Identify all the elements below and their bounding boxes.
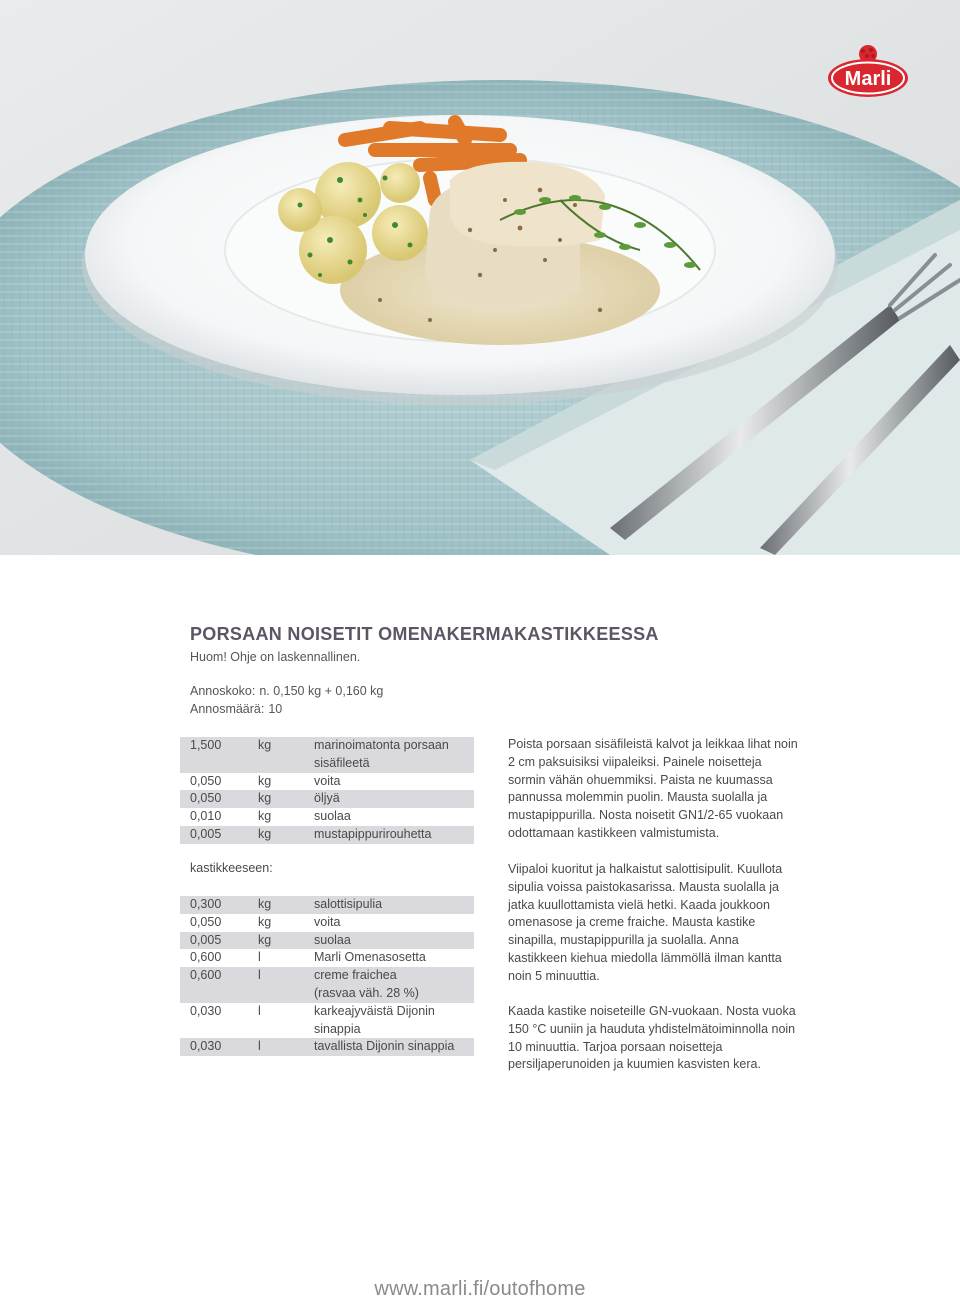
plated-dish-illustration [0, 0, 960, 555]
ingredient-unit: kg [258, 914, 272, 929]
ingredient-qty: 1,500 [190, 738, 222, 752]
instruction-step-1: Poista porsaan sisäfileistä kalvot ja leikkaa lihat noin 2 cm paksuisiksi viipaleiksi. Painele noisetteja sormin vähän ohuemmiksi. Paista ne kuumassa pannussa molemmin puolin. Mausta suolalla ja mustapippurilla. Nosta noisetit GN1/2-65 vuokaan odottamaan kastikkeen valmistumista. [508, 737, 798, 840]
ingredient-name: suolaa [314, 932, 351, 947]
recipe-note: Huom! Ohje on laskennallinen. [190, 650, 361, 664]
servings-value: 10 [268, 702, 283, 716]
table-row [180, 826, 474, 844]
table-row [180, 737, 474, 773]
ingredient-qty: 0,050 [190, 791, 222, 806]
ingredient-name-cont: sisäfileetä [314, 755, 370, 770]
ingredient-unit: kg [258, 773, 272, 788]
table-row [180, 790, 474, 808]
table-row [180, 896, 474, 914]
ingredient-qty: 0,050 [190, 914, 222, 929]
table-row [180, 932, 474, 950]
ingredient-name-cont: (rasvaa väh. 28 %) [314, 985, 419, 1000]
table-row [180, 914, 474, 932]
ingredient-unit: l [258, 950, 261, 965]
table-row [180, 967, 474, 1003]
ingredient-name: mustapippurirouhetta [314, 826, 432, 841]
footer-url[interactable]: www.marli.fi/outofhome [374, 1278, 586, 1300]
ingredient-qty: 0,030 [190, 1039, 222, 1054]
ingredient-unit: kg [258, 791, 272, 806]
ingredient-unit: l [258, 1003, 261, 1018]
ingredient-qty: 0,600 [190, 950, 222, 965]
ingredient-name: karkeajyväistä Dijonin [314, 1003, 435, 1018]
servings-label: Annosmäärä: [190, 702, 265, 716]
ingredient-name: marinoimatonta porsaan [314, 738, 449, 752]
ingredient-name: Marli Omenasosetta [314, 950, 426, 965]
ingredient-name: voita [314, 914, 341, 929]
ingredient-name-wrap [314, 967, 474, 1003]
ingredient-unit: l [258, 1039, 261, 1054]
marli-logo [826, 42, 910, 100]
table-row [180, 1003, 474, 1039]
logo-text: Marli [844, 68, 892, 90]
ingredient-unit: kg [258, 932, 272, 947]
ingredient-unit: kg [258, 738, 272, 752]
ingredient-name: öljyä [314, 791, 340, 806]
sauce-section-label: kastikkeeseen: [190, 861, 273, 875]
ingredient-qty: 0,005 [190, 932, 222, 947]
ingredient-unit: kg [258, 897, 272, 911]
ingredient-qty: 0,300 [190, 897, 222, 911]
ingredient-qty: 0,050 [190, 773, 222, 788]
ingredients-sauce-table [180, 896, 474, 1056]
ingredients-main-table [180, 737, 474, 844]
ingredient-name: suolaa [314, 809, 351, 824]
recipe-photo [0, 0, 960, 555]
table-row [180, 773, 474, 791]
instruction-step-3: Kaada kastike noiseteille GN-vuokaan. Nosta vuoka 150 °C uuniin ja hauduta yhdistelmätoiminnolla noin 10 minuuttia. Tarjoa porsaan noisetteja persiljaperunoiden ja kuumien kasvisten kera. [508, 1004, 796, 1072]
servings [190, 702, 282, 716]
serving-size-label: Annoskoko: [190, 684, 256, 698]
table-row [180, 949, 474, 967]
ingredient-qty: 0,600 [190, 968, 222, 983]
ingredient-unit: kg [258, 809, 272, 824]
ingredient-unit: kg [258, 826, 272, 841]
ingredient-unit: l [258, 968, 261, 983]
ingredient-name: tavallista Dijonin sinappia [314, 1039, 455, 1054]
ingredient-name: voita [314, 773, 341, 788]
serving-size [190, 684, 383, 698]
instruction-step-2: Viipaloi kuoritut ja halkaistut salottisipulit. Kuullota sipulia voissa paistokasarissa. Mausta suolalla ja jatka kuullottamista vielä hetki. Kaada joukkoon omenasose ja creme fraiche. Mausta kastike sinapilla, mustapippurilla ja suolalla. Anna kastikkeen kiehua miedolla lämmöllä ilman kantta noin 5 minuuttia. [508, 862, 783, 983]
table-row [180, 808, 474, 826]
ingredient-name: salottisipulia [314, 897, 383, 911]
ingredient-name-wrap [314, 1003, 474, 1039]
serving-size-value: n. 0,150 kg + 0,160 kg [259, 684, 384, 698]
ingredient-qty: 0,010 [190, 809, 222, 824]
ingredient-name-cont: sinappia [314, 1021, 361, 1036]
recipe-title: PORSAAN NOISETIT OMENAKERMAKASTIKKEESSA [190, 624, 659, 644]
ingredient-name-wrap [314, 737, 474, 773]
ingredient-qty: 0,005 [190, 826, 222, 841]
table-row [180, 1038, 474, 1056]
ingredient-qty: 0,030 [190, 1003, 222, 1018]
ingredient-name: creme fraichea [314, 968, 397, 983]
